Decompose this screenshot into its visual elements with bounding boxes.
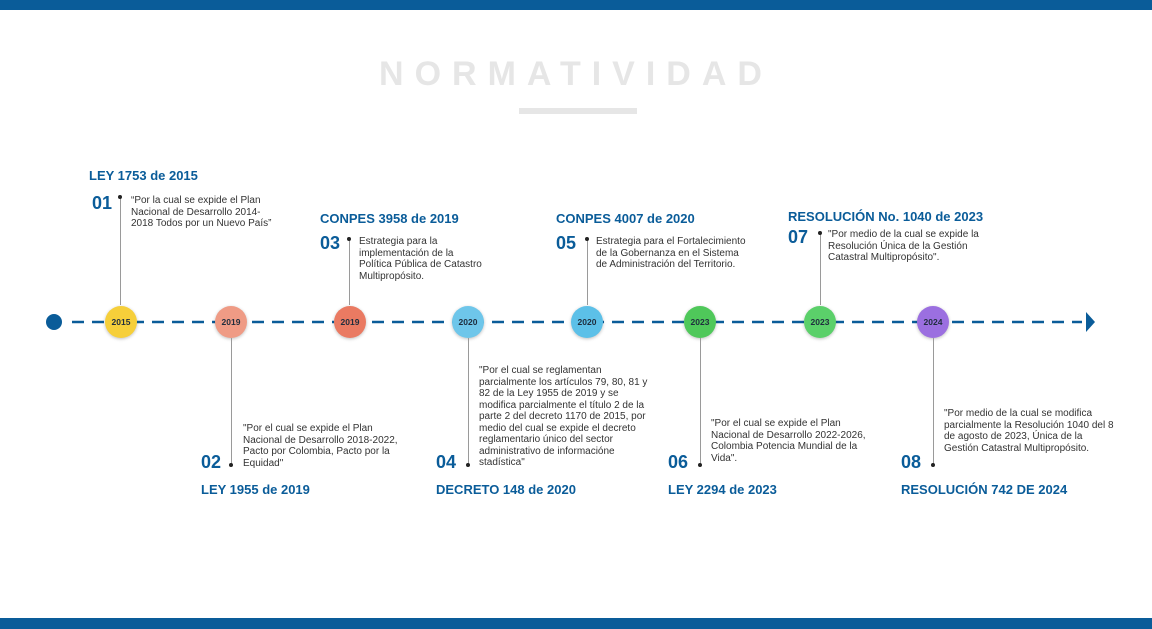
item-05-year-circle: 2020 bbox=[571, 306, 603, 338]
item-01-description: “Por la cual se expide el Plan Nacional de Desarrollo 2014-2018 Todos por un Nuevo País” bbox=[131, 195, 272, 229]
item-02-year-circle: 2019 bbox=[215, 306, 247, 338]
item-07-year-circle: 2023 bbox=[804, 306, 836, 338]
connector-line bbox=[468, 338, 469, 465]
item-04-title: DECRETO 148 de 2020 bbox=[436, 482, 576, 497]
item-04-number: 04 bbox=[436, 452, 457, 472]
connector-line bbox=[820, 233, 821, 305]
connector-dot bbox=[118, 195, 122, 199]
timeline-start-dot bbox=[46, 314, 62, 330]
item-01-number: 01 bbox=[92, 193, 113, 213]
connector-dot bbox=[698, 463, 702, 467]
item-08-description: "Por medio de la cual se modifica parcialmente la Resolución 1040 del 8 de agosto de 2023, Única de la Gestión Catastral Multipropósito. bbox=[944, 408, 1114, 454]
connector-line bbox=[120, 197, 121, 305]
item-02-title: LEY 1955 de 2019 bbox=[201, 482, 310, 497]
item-08-title: RESOLUCIÓN 742 DE 2024 bbox=[901, 482, 1068, 497]
item-03-year-circle: 2019 bbox=[334, 306, 366, 338]
page-title: NORMATIVIDAD bbox=[379, 55, 773, 93]
item-03-description: Estrategia para la implementación de la Política Pública de Catastro Multipropósito. bbox=[359, 236, 482, 282]
connector-line bbox=[349, 239, 350, 305]
connector-line bbox=[933, 338, 934, 465]
item-03-number: 03 bbox=[320, 233, 341, 253]
item-06-number: 06 bbox=[668, 452, 689, 472]
item-04-year-circle: 2020 bbox=[452, 306, 484, 338]
item-02-description: "Por el cual se expide el Plan Nacional de Desarrollo 2018-2022, Pacto por Colombia, Pacto por la Equidad" bbox=[243, 423, 398, 469]
connector-dot bbox=[931, 463, 935, 467]
item-08-number: 08 bbox=[901, 452, 922, 472]
connector-dot bbox=[585, 237, 589, 241]
connector-line bbox=[587, 239, 588, 305]
item-05-description: Estrategia para el Fortalecimiento de la Gobernanza en el Sistema de Administración del Territorio. bbox=[596, 236, 746, 270]
item-05-number: 05 bbox=[556, 233, 577, 253]
item-05-title: CONPES 4007 de 2020 bbox=[556, 211, 695, 226]
item-06-year-circle: 2023 bbox=[684, 306, 716, 338]
item-02-number: 02 bbox=[201, 452, 222, 472]
timeline-arrow-icon bbox=[1086, 312, 1095, 332]
item-08-year-circle: 2024 bbox=[917, 306, 949, 338]
item-06-description: "Por el cual se expide el Plan Nacional de Desarrollo 2022-2026, Colombia Potencia Mundial de la Vida". bbox=[711, 418, 866, 464]
connector-dot bbox=[818, 231, 822, 235]
item-01-title: LEY 1753 de 2015 bbox=[89, 168, 198, 183]
item-07-title: RESOLUCIÓN No. 1040 de 2023 bbox=[788, 209, 984, 224]
item-07-number: 07 bbox=[788, 227, 809, 247]
bottom-bar bbox=[0, 618, 1152, 629]
connector-line bbox=[231, 338, 232, 465]
item-03-title: CONPES 3958 de 2019 bbox=[320, 211, 459, 226]
connector-dot bbox=[229, 463, 233, 467]
item-06-title: LEY 2294 de 2023 bbox=[668, 482, 777, 497]
connector-line bbox=[700, 338, 701, 465]
item-04-description: "Por el cual se reglamentan parcialmente los artículos 79, 80, 81 y 82 de la Ley 1955 de 2019 y se modifica parcialmente el título 2 de la parte 2 del decreto 1170 de 2015, por medio del cual se expide el decreto reglamentario único del sector administrativo de informacióne stadística" bbox=[479, 365, 648, 468]
item-01-year-circle: 2015 bbox=[105, 306, 137, 338]
connector-dot bbox=[347, 237, 351, 241]
item-07-description: "Por medio de la cual se expide la Resolución Única de la Gestión Catastral Multipropósito". bbox=[828, 229, 979, 263]
connector-dot bbox=[466, 463, 470, 467]
